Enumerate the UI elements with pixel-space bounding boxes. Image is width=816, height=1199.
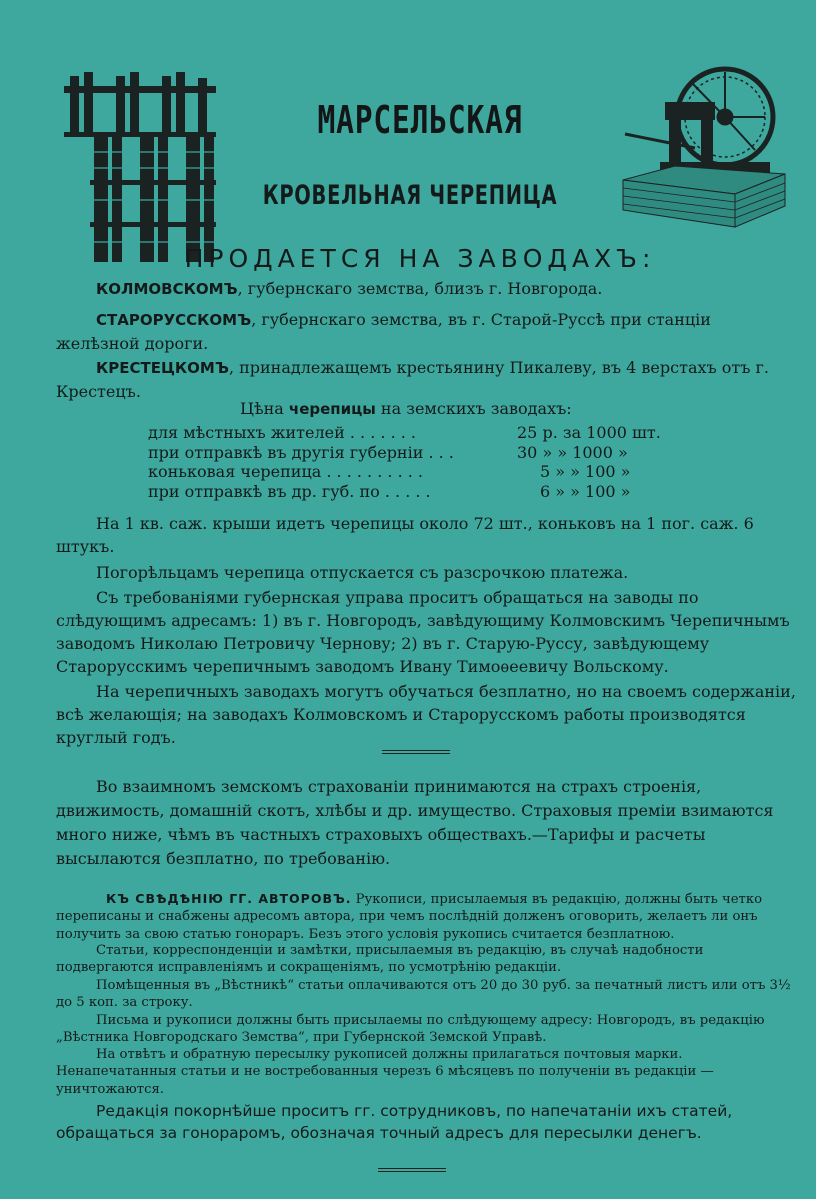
factory-text: , губернскаго земства, въ г. Старой-Руссѣ при станціи желѣзной дороги. [56,310,711,353]
factory-name: КРЕСТЕЦКОМЪ [96,359,229,377]
price-row-value: 5 » » 100 » [540,462,631,481]
paragraph-training: На черепичныхъ заводахъ могутъ обучаться безплатно, но на своемъ содержаніи, всѣ желающія; на заводахъ Колмовскомъ и Старорусскомъ работы производятся круглый годъ. [56,682,796,747]
factory-krestsy [56,356,796,403]
authors-p4: Письма и рукописи должны быть присылаемы по слѣдующему адресу: Новгородъ, въ редакцію „Вѣстника Новгородскаго Земства“, при Губернской Земской Управѣ. [56,1013,765,1046]
title-line-2: КРОВЕЛЬНАЯ ЧЕРЕПИЦА [262,180,558,211]
price-row-value: 25 р. за 1000 шт. [517,423,661,442]
price-row-label: для мѣстныхъ жителей . . . . . . . [148,423,416,442]
factory-text: , губернскаго земства, близъ г. Новгорода. [237,279,603,298]
price-row-value: 30 » » 1000 » [517,443,628,462]
authors-p1 [56,890,796,943]
authors-text: Рукописи, присылаемыя въ редакцію, должны быть четко переписаны и снабжены адресомъ автора, при чемъ послѣдній долженъ оговорить, желаетъ ли онъ получить за свою статью гонораръ. Безъ этого условія рукопись считается безплатною. [56,892,763,942]
subtitle: ПРОДАЕТСЯ НА ЗАВОДАХЪ: [184,244,656,273]
title-line-1: МАРСЕЛЬСКАЯ [317,98,523,142]
factory-kolmovo [56,277,796,301]
paragraph-per-sazhen: На 1 кв. саж. крыши идетъ черепицы около 72 шт., коньковъ на 1 пог. саж. 6 штукъ. [56,514,754,556]
factory-name: КОЛМОВСКОМЪ [96,280,238,298]
divider-bottom [378,1168,446,1172]
roof-tiles-illustration [60,72,220,262]
paragraph-insurance: Во взаимномъ земскомъ страхованіи принимаются на страхъ строенія, движимость, домашній скотъ, хлѣбы и др. имущество. Страховыя преміи взимаются много ниже, чѣмъ въ частныхъ страховыхъ обществахъ.—Тарифы и расчеты высылаются безплатно, по требованію. [56,777,774,868]
authors-p3: Помѣщенныя въ „Вѣстникѣ“ статьи оплачиваются отъ 20 до 30 руб. за печатный листъ или отъ 3½ до 5 коп. за строку. [56,978,791,1011]
factory-text: , принадлежащемъ крестьянину Пикалеву, въ 4 верстахъ отъ г. Крестецъ. [56,358,769,401]
price-row-value: 6 » » 100 » [540,482,631,501]
divider [382,750,450,754]
authors-heading: КЪ СВѢДѢНІЮ ГГ. АВТОРОВЪ. [106,891,352,906]
factory-name: СТАРОРУССКОМЪ [96,311,252,329]
price-row-label: при отправкѣ въ другія губерніи . . . [148,443,454,462]
authors-p2: Статьи, корреспонденціи и замѣтки, присылаемыя въ редакцію, въ случаѣ надобности подвергаются исправленіямъ и сокращеніямъ, по усмотрѣнію редакціи. [56,943,704,976]
authors-p5: На отвѣтъ и обратную пересылку рукописей должны прилагаться почтовыя марки. Ненапечатанныя статьи и не востребованныя черезъ 6 мѣсяцевъ по полученіи въ редакціи —уничтожаются. [56,1047,714,1097]
price-row-label: при отправкѣ въ др. губ. по . . . . . [148,482,431,501]
factory-staraya-russa [56,308,796,355]
price-heading: Цѣна черепицы на земскихъ заводахъ: [240,399,572,418]
editors-note: Редакція покорнѣйше проситъ гг. сотрудниковъ, по напечатаніи ихъ статей, обращаться за гонораромъ, обозначая точный адресъ для пересылки денегъ. [56,1102,733,1142]
tile-press-illustration [605,62,790,232]
paragraph-fire-victims: Погорѣльцамъ черепица отпускается съ разсрочкою платежа. [96,563,629,582]
price-row-label: коньковая черепица . . . . . . . . . . [148,462,423,481]
paragraph-requests: Съ требованіями губернская управа проситъ обращаться на заводы по слѣдующимъ адресамъ: 1) въ г. Новгородъ, завѣдующиму Колмовскимъ Черепичнымъ заводомъ Николаю Петровичу Чернову; 2) въ г. Старую-Руссу, завѣдующему Старорусскимъ черепичнымъ заводомъ Ивану Тимоѳеевичу Вольскому. [56,588,790,676]
